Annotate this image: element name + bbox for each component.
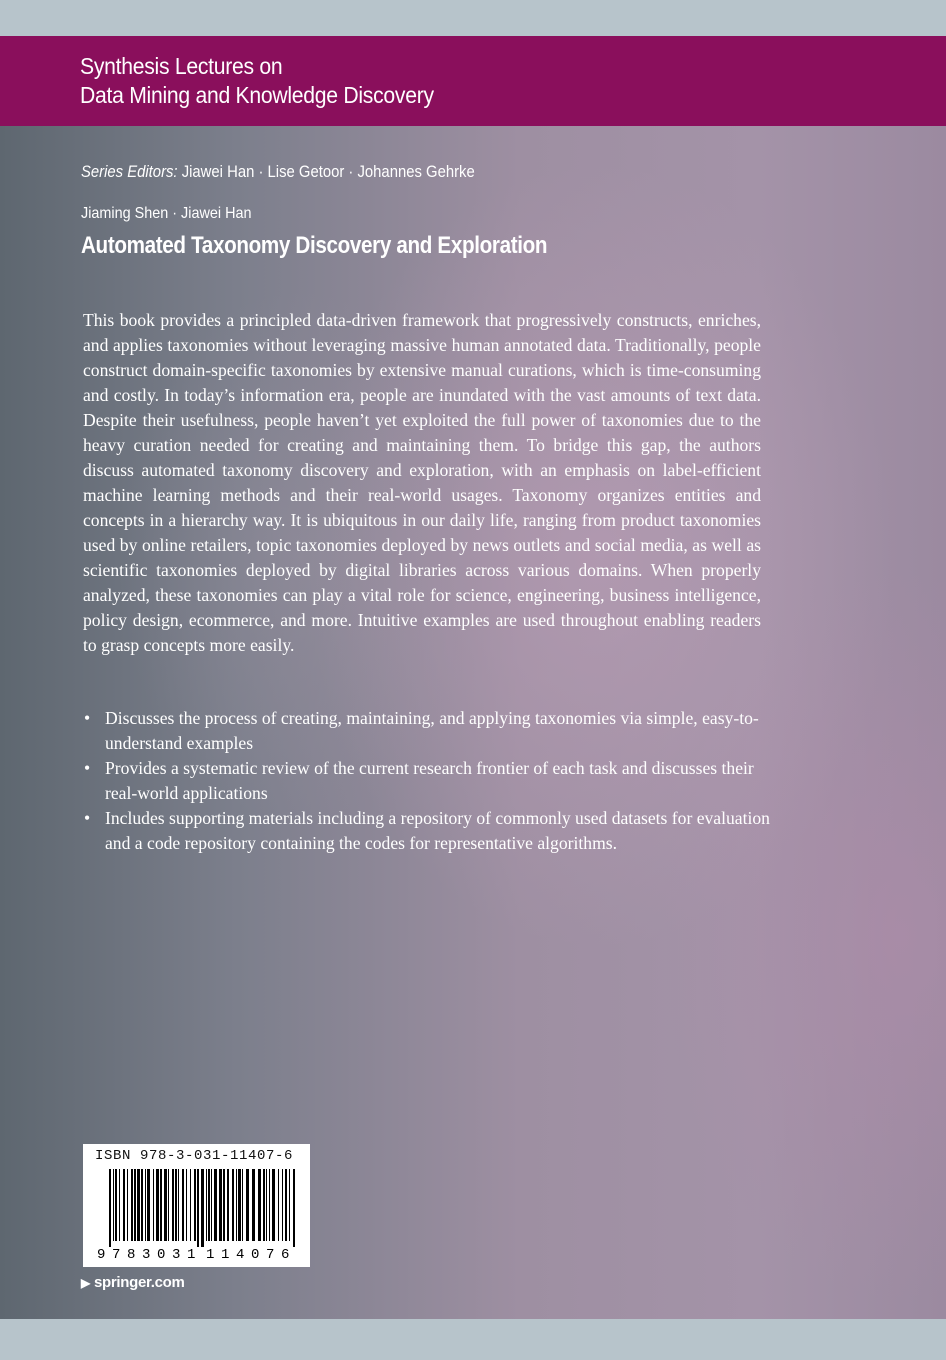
feature-text: Includes supporting materials including a repository of commonly used datasets for evaluation and a code repository containing the codes for representative algorithms. [105,808,770,853]
series-band [0,36,946,126]
feature-text: Discusses the process of creating, maintaining, and applying taxonomies via simple, easy-to-understand examples [105,708,759,753]
barcode-bar [160,1169,162,1241]
barcode-bar [109,1169,111,1247]
barcode-bar [206,1169,207,1241]
barcode-digit: 8 [127,1247,136,1261]
barcode-bar [293,1169,295,1247]
barcode-bar [272,1169,275,1241]
barcode-digit: 9 [97,1247,106,1261]
barcode-bar [141,1169,143,1241]
barcode-digit: 7 [266,1247,275,1261]
barcode-bar [153,1169,154,1241]
barcode-bar [137,1169,140,1241]
barcode-bar [227,1169,229,1241]
barcode-digit: 1 [221,1247,230,1261]
barcode-bar [168,1169,169,1241]
barcode-bar [266,1169,267,1241]
barcode-bar [147,1169,150,1241]
publisher-link[interactable] [81,1274,185,1291]
series-editors-label: Series Editors: [81,163,178,181]
barcode-bar [190,1169,191,1241]
book-authors: Jiaming Shen · Jiawei Han [81,205,252,222]
barcode-bar [232,1169,234,1241]
barcode-bar [263,1169,265,1241]
barcode-bar [201,1169,204,1247]
barcode-digit: 3 [172,1247,181,1261]
barcode-bar [127,1169,128,1241]
series-editors [81,163,475,182]
series-title-line-2: Data Mining and Knowledge Discovery [80,82,434,108]
barcode-bar [238,1169,241,1241]
series-editors-names: Jiawei Han · Lise Getoor · Johannes Gehrke [181,163,475,181]
barcode-bar [134,1169,136,1241]
barcode-bar [164,1169,167,1241]
barcode-digit: 6 [281,1247,290,1261]
barcode-digit: 3 [142,1247,151,1261]
bullet-icon: • [84,758,91,778]
barcode-bar [278,1169,279,1241]
book-back-cover [0,36,946,1319]
barcode-bar [113,1169,114,1241]
barcode-bar [197,1169,199,1247]
barcode-icon [95,1169,299,1261]
barcode-bar [242,1169,243,1241]
barcode-bar [172,1169,174,1241]
feature-list [83,706,773,856]
book-description: This book provides a principled data-driven framework that progressively constructs, enriches, and applies taxonomies without leveraging massive human annotated data. Traditionally, people construct domain-specific taxonomies by extensive manual curations, which is time-consuming and costly. In today’s information era, people are inundated with the vast amounts of text data. Despite their usefulness, people haven’t yet exploited the full power of taxonomies due to the heavy curation needed for creating and maintaining them. To bridge this gap, the authors discuss automated taxonomy discovery and exploration, with an emphasis on label-efficient machine learning methods and their real-world usages. Taxonomy organizes entities and concepts in a hierarchy way. It is ubiquitous in our daily life, ranging from product taxonomies used by online retailers, topic taxonomies deployed by news outlets and social media, as well as scientific taxonomies deployed by digital libraries across various domains. When properly analyzed, these taxonomies can play a vital role for science, engineering, business intelligence, policy design, ecommerce, and more. Intuitive examples are used throughout enabling readers to grasp concepts more easily. [83,310,761,655]
barcode-bar [123,1169,125,1241]
barcode-digit: 7 [112,1247,121,1261]
barcode-digit: 0 [157,1247,166,1261]
barcode-bar [156,1169,159,1241]
barcode-bar [252,1169,255,1241]
barcode-digit: 1 [206,1247,215,1261]
barcode-bar [258,1169,261,1241]
feature-item [83,706,773,756]
feature-text: Provides a systematic review of the current research frontier of each task and discusses their real-world applications [105,758,754,803]
barcode-bar [115,1169,117,1241]
bullet-icon: • [84,808,91,828]
barcode-bar [131,1169,133,1241]
barcode-bar [236,1169,237,1241]
barcode-bar [208,1169,210,1241]
isbn-barcode-box [83,1144,310,1267]
barcode-bar [269,1169,270,1241]
barcode-digit: 4 [236,1247,245,1261]
barcode-digit: 1 [187,1247,196,1261]
barcode-bar [214,1169,217,1241]
barcode-bar [194,1169,196,1241]
arrow-right-icon: ▶ [81,1276,90,1290]
barcode-bar [223,1169,225,1241]
barcode-bar [182,1169,184,1241]
barcode-bar [211,1169,212,1241]
barcode-bar [282,1169,283,1241]
barcode-bar [285,1169,287,1241]
barcode-bar [186,1169,187,1241]
barcode-bar [178,1169,179,1241]
barcode-bar [289,1169,290,1241]
publisher-link-text: springer.com [93,1274,185,1291]
book-title: Automated Taxonomy Discovery and Exploration [81,232,548,259]
barcode-bar [175,1169,177,1241]
barcode-digit: 0 [251,1247,260,1261]
barcode-bar [219,1169,222,1241]
series-title [80,52,434,110]
series-title-line-1: Synthesis Lectures on [80,53,283,79]
barcode-bar [119,1169,120,1241]
feature-item [83,756,773,806]
barcode-bar [145,1169,146,1241]
barcode-bar [246,1169,249,1241]
isbn-label: ISBN 978-3-031-11407-6 [95,1148,294,1164]
bullet-icon: • [84,708,91,728]
feature-item [83,806,773,856]
